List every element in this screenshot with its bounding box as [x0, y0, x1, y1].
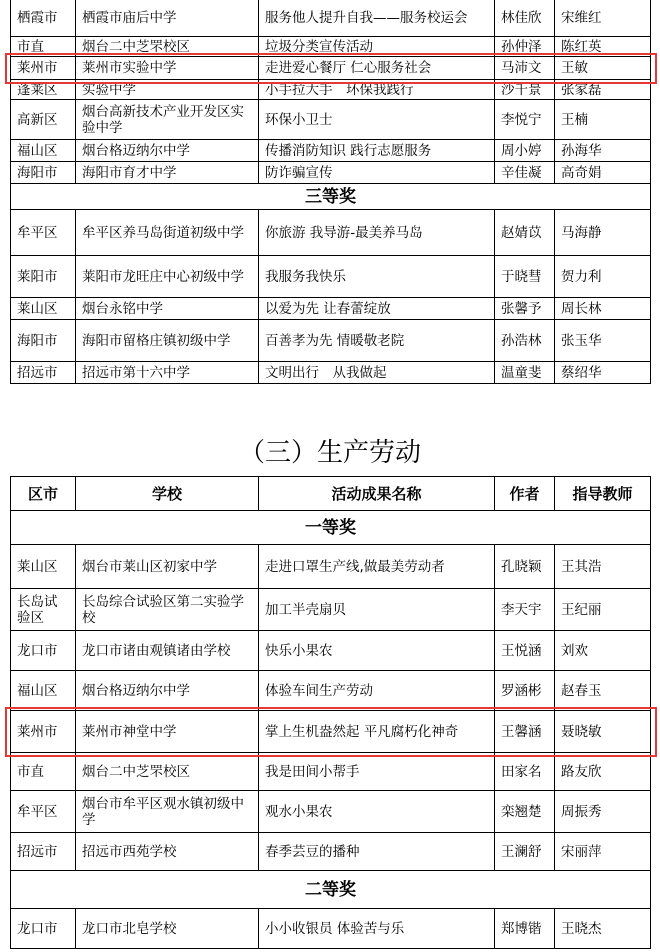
table-row [11, 162, 651, 184]
author-cell: 田家名 [495, 753, 555, 791]
teacher-cell: 宋丽萍 [555, 833, 651, 871]
prize-row [11, 511, 651, 545]
author-cell: 赵婧苡 [495, 210, 555, 256]
teacher-cell: 周振秀 [555, 791, 651, 833]
prize-row [11, 184, 651, 210]
table-row [11, 909, 651, 949]
district-cell: 福山区 [11, 671, 76, 711]
teacher-cell: 赵春玉 [555, 671, 651, 711]
author-cell: 孔晓颖 [495, 545, 555, 589]
district-cell: 莱州市 [11, 57, 76, 80]
district-cell: 莱州市 [11, 711, 76, 753]
table-row [11, 671, 651, 711]
activity-cell: 小小收银员 体验苦与乐 [259, 909, 495, 949]
prize-label: 三等奖 [11, 184, 651, 210]
table-row [11, 100, 651, 140]
school-cell: 龙口市北皂学校 [76, 909, 259, 949]
section-title: （三）生产劳动 [238, 438, 421, 468]
author-cell: 马沛文 [495, 57, 555, 80]
prize-row [11, 871, 651, 909]
activity-cell: 加工半壳扇贝 [259, 589, 495, 631]
school-cell: 烟台格迈纳尔中学 [76, 140, 259, 162]
author-cell: 王馨涵 [495, 711, 555, 753]
school-cell: 莱阳市龙旺庄中心初级中学 [76, 256, 259, 298]
highlighted-table-row [11, 711, 651, 753]
prize-label: 二等奖 [11, 871, 651, 909]
header-district: 区市 [11, 477, 76, 511]
school-cell: 招远市第十六中学 [76, 362, 259, 384]
table-row [11, 589, 651, 631]
teacher-cell: 刘欢 [555, 631, 651, 671]
author-cell: 栾翘楚 [495, 791, 555, 833]
school-cell: 烟台高新技术产业开发区实验中学 [76, 100, 259, 140]
school-cell: 烟台市莱山区初家中学 [76, 545, 259, 589]
activity-cell: 小手拉大手 环保我践行 [259, 80, 495, 100]
teacher-cell: 王楠 [555, 100, 651, 140]
district-cell: 海阳市 [11, 162, 76, 184]
activity-cell: 环保小卫士 [259, 100, 495, 140]
header-teacher: 指导教师 [555, 477, 651, 511]
table-row [11, 631, 651, 671]
author-cell: 罗涵彬 [495, 671, 555, 711]
table-row [11, 545, 651, 589]
activity-cell: 走进口罩生产线,做最美劳动者 [259, 545, 495, 589]
activity-cell: 春季芸豆的播种 [259, 833, 495, 871]
school-cell: 莱州市神堂中学 [76, 711, 259, 753]
author-cell: 王悦涵 [495, 631, 555, 671]
table-row [11, 256, 651, 298]
table-row [11, 320, 651, 362]
table-row [11, 210, 651, 256]
district-cell: 招远市 [11, 833, 76, 871]
header-row [11, 477, 651, 511]
school-cell: 烟台永铭中学 [76, 298, 259, 320]
district-cell: 莱山区 [11, 545, 76, 589]
school-cell: 烟台二中芝罘校区 [76, 753, 259, 791]
author-cell: 李悦宁 [495, 100, 555, 140]
highlighted-table-row [11, 57, 651, 80]
district-cell: 莱山区 [11, 298, 76, 320]
district-cell: 高新区 [11, 100, 76, 140]
table-row [11, 298, 651, 320]
teacher-cell: 路友欣 [555, 753, 651, 791]
district-cell: 海阳市 [11, 320, 76, 362]
teacher-cell: 高奇娟 [555, 162, 651, 184]
teacher-cell: 孙海华 [555, 140, 651, 162]
author-cell: 周小婷 [495, 140, 555, 162]
teacher-cell: 蔡绍华 [555, 362, 651, 384]
table-row [11, 0, 651, 37]
school-cell: 烟台二中芝罘校区 [76, 37, 259, 57]
author-cell: 孙仲泽 [495, 37, 555, 57]
author-cell: 郑博锴 [495, 909, 555, 949]
school-cell: 海阳市留格庄镇初级中学 [76, 320, 259, 362]
teacher-cell: 陈红英 [555, 37, 651, 57]
teacher-cell: 张玉华 [555, 320, 651, 362]
school-cell: 长岛综合试验区第二实验学校 [76, 589, 259, 631]
prize-label: 一等奖 [11, 511, 651, 545]
table-row [11, 80, 651, 100]
activity-cell: 百善孝为先 情暖敬老院 [259, 320, 495, 362]
table-row [11, 753, 651, 791]
author-cell: 张馨予 [495, 298, 555, 320]
activity-cell: 传播消防知识 践行志愿服务 [259, 140, 495, 162]
district-cell: 长岛试验区 [11, 589, 76, 631]
teacher-cell: 张家磊 [555, 80, 651, 100]
school-cell: 栖霞市庙后中学 [76, 0, 259, 37]
district-cell: 蓬莱区 [11, 80, 76, 100]
activity-cell: 以爱为先 让春蕾绽放 [259, 298, 495, 320]
header-school: 学校 [76, 477, 259, 511]
school-cell: 牟平区养马岛街道初级中学 [76, 210, 259, 256]
activity-cell: 防诈骗宣传 [259, 162, 495, 184]
teacher-cell: 王晓杰 [555, 909, 651, 949]
activity-cell: 体验车间生产劳动 [259, 671, 495, 711]
teacher-cell: 王其浩 [555, 545, 651, 589]
author-cell: 林佳欣 [495, 0, 555, 37]
school-cell: 招远市西苑学校 [76, 833, 259, 871]
teacher-cell: 宋维红 [555, 0, 651, 37]
activity-cell: 走进爱心餐厅 仁心服务社会 [259, 57, 495, 80]
school-cell: 烟台格迈纳尔中学 [76, 671, 259, 711]
awards-table-service [10, 0, 651, 384]
activity-cell: 服务他人提升自我——服务校运会 [259, 0, 495, 37]
district-cell: 福山区 [11, 140, 76, 162]
author-cell: 孙浩林 [495, 320, 555, 362]
author-cell: 沙千景 [495, 80, 555, 100]
author-cell: 辛佳凝 [495, 162, 555, 184]
header-author: 作者 [495, 477, 555, 511]
district-cell: 栖霞市 [11, 0, 76, 37]
teacher-cell: 贺力利 [555, 256, 651, 298]
teacher-cell: 聂晓敏 [555, 711, 651, 753]
teacher-cell: 王纪丽 [555, 589, 651, 631]
activity-cell: 文明出行 从我做起 [259, 362, 495, 384]
author-cell: 于晓彗 [495, 256, 555, 298]
table-row [11, 791, 651, 833]
district-cell: 招远市 [11, 362, 76, 384]
activity-cell: 快乐小果农 [259, 631, 495, 671]
teacher-cell: 马海静 [555, 210, 651, 256]
district-cell: 市直 [11, 37, 76, 57]
activity-cell: 观水小果农 [259, 791, 495, 833]
activity-cell: 掌上生机盎然起 平凡腐朽化神奇 [259, 711, 495, 753]
activity-cell: 你旅游 我导游-最美养马岛 [259, 210, 495, 256]
teacher-cell: 周长林 [555, 298, 651, 320]
author-cell: 王澜舒 [495, 833, 555, 871]
teacher-cell: 王敏 [555, 57, 651, 80]
awards-table-production-labor [10, 476, 651, 949]
school-cell: 莱州市实验中学 [76, 57, 259, 80]
district-cell: 龙口市 [11, 631, 76, 671]
school-cell: 烟台市牟平区观水镇初级中学 [76, 791, 259, 833]
author-cell: 温童斐 [495, 362, 555, 384]
district-cell: 龙口市 [11, 909, 76, 949]
table-row [11, 140, 651, 162]
district-cell: 牟平区 [11, 210, 76, 256]
author-cell: 李天宇 [495, 589, 555, 631]
activity-cell: 我服务我快乐 [259, 256, 495, 298]
table-row [11, 362, 651, 384]
school-cell: 海阳市育才中学 [76, 162, 259, 184]
district-cell: 莱阳市 [11, 256, 76, 298]
table-row [11, 833, 651, 871]
header-activity: 活动成果名称 [259, 477, 495, 511]
school-cell: 实验中学 [76, 80, 259, 100]
district-cell: 市直 [11, 753, 76, 791]
activity-cell: 我是田间小帮手 [259, 753, 495, 791]
table-row [11, 37, 651, 57]
activity-cell: 垃圾分类宣传活动 [259, 37, 495, 57]
school-cell: 龙口市诸由观镇诸由学校 [76, 631, 259, 671]
district-cell: 牟平区 [11, 791, 76, 833]
